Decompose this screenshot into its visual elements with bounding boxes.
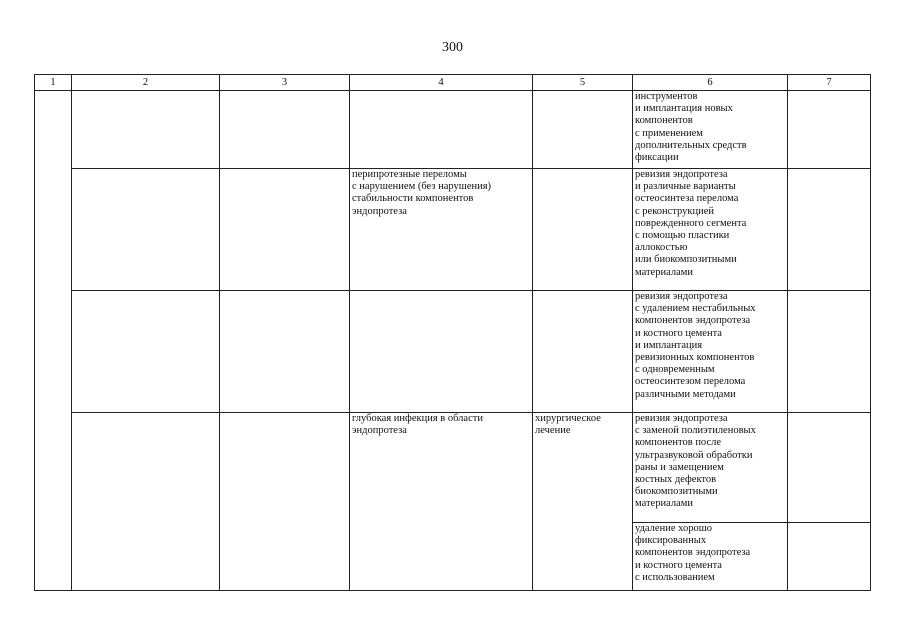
col-5-cell bbox=[533, 169, 633, 291]
col-7-cell bbox=[788, 91, 871, 169]
col-7-cell bbox=[788, 291, 871, 413]
col-3-cell bbox=[220, 169, 350, 291]
page-number: 300 bbox=[442, 40, 463, 55]
col-5-cell bbox=[533, 291, 633, 413]
col-7-cell bbox=[788, 169, 871, 291]
table-header-row bbox=[35, 75, 871, 91]
header-col-3: 3 bbox=[220, 75, 350, 91]
col-6-cell bbox=[633, 169, 788, 291]
col-5-cell bbox=[533, 413, 633, 591]
col-4-cell bbox=[350, 169, 533, 291]
header-col-4: 4 bbox=[350, 75, 533, 91]
cell-text: инструментов и имплантация новых компонентов с применением дополнительных средств фиксации bbox=[635, 91, 747, 164]
col-2-cell bbox=[72, 413, 220, 591]
cell-text: глубокая инфекция в области эндопротеза bbox=[352, 413, 483, 437]
col-4-cell bbox=[350, 291, 533, 413]
col-5-cell bbox=[533, 91, 633, 169]
col-6-cell bbox=[633, 413, 788, 523]
col-2-cell bbox=[72, 291, 220, 413]
table-row bbox=[35, 413, 871, 523]
header-col-1: 1 bbox=[35, 75, 72, 91]
col-1-cell bbox=[35, 91, 72, 591]
col-7-cell bbox=[788, 413, 871, 523]
cell-text: ревизия эндопротеза и различные варианты остеосинтеза перелома с реконструкцией поврежденного сегмента с помощью пластики аллокостью или биокомпозитными материалами bbox=[635, 169, 747, 278]
col-6-cell bbox=[633, 291, 788, 413]
header-col-6: 6 bbox=[633, 75, 788, 91]
cell-text: перипротезные переломы с нарушением (без нарушения) стабильности компонентов эндопротеза bbox=[352, 169, 492, 217]
table-row bbox=[35, 91, 871, 169]
cell-text: ревизия эндопротеза с заменой полиэтиленовых компонентов после ультразвуковой обработки раны и замещением костных дефектов биокомпозитными материалами bbox=[635, 413, 756, 510]
col-3-cell bbox=[220, 291, 350, 413]
medical-procedures-table bbox=[34, 74, 871, 591]
col-7-cell bbox=[788, 523, 871, 591]
header-col-7: 7 bbox=[788, 75, 871, 91]
col-4-cell bbox=[350, 413, 533, 591]
header-col-2: 2 bbox=[72, 75, 220, 91]
col-2-cell bbox=[72, 169, 220, 291]
cell-text: удаление хорошо фиксированных компонентов эндопротеза и костного цемента с использованием bbox=[635, 523, 751, 583]
col-3-cell bbox=[220, 413, 350, 591]
col-4-cell bbox=[350, 91, 533, 169]
cell-text: хирургическое лечение bbox=[535, 413, 601, 437]
col-2-cell bbox=[72, 91, 220, 169]
table-row bbox=[35, 169, 871, 291]
col-6-cell bbox=[633, 91, 788, 169]
table-row bbox=[35, 291, 871, 413]
col-6-cell bbox=[633, 523, 788, 591]
header-col-5: 5 bbox=[533, 75, 633, 91]
cell-text: ревизия эндопротеза с удалением нестабильных компонентов эндопротеза и костного цемента и имплантация ревизионных компонентов с одновременным остеосинтезом перелома различными методами bbox=[635, 291, 756, 400]
col-3-cell bbox=[220, 91, 350, 169]
